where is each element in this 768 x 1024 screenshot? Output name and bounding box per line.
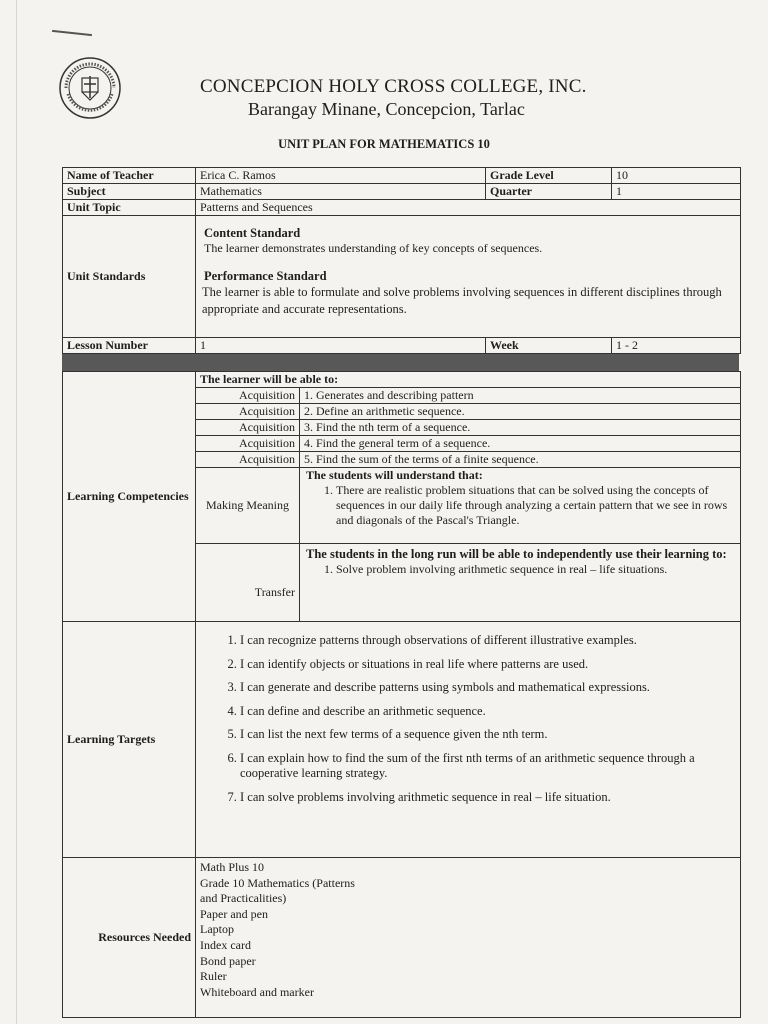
page-edge-line xyxy=(16,0,17,1024)
section-divider-bar xyxy=(62,354,739,371)
topic-label: Unit Topic xyxy=(63,200,196,216)
college-address: Barangay Minane, Concepcion, Tarlac xyxy=(248,99,525,119)
competencies-intro: The learner will be able to: xyxy=(196,372,741,388)
teacher-value: Erica C. Ramos xyxy=(196,168,486,184)
performance-standard-heading: Performance Standard xyxy=(204,269,327,283)
acquisition-label-4: Acquisition xyxy=(196,436,300,452)
target-item-4: 4. I can define and describe an arithmetic sequence. xyxy=(240,704,740,719)
resources-list xyxy=(200,860,355,1000)
grade-label: Grade Level xyxy=(486,168,612,184)
target-item-1: 1. I can recognize patterns through observations of different illustrative examples. xyxy=(240,633,740,648)
transfer-heading: The students in the long run will be able to independently use their learning to: xyxy=(306,547,727,561)
making-meaning-item-1: 1. There are realistic problem situations that can be solved using the concepts of sequences in our daily life through analyzing a certain pattern that we see in rows and diagonals of the Pascal's Triangle. xyxy=(336,483,734,528)
college-seal-icon xyxy=(58,56,122,120)
teacher-label: Name of Teacher xyxy=(63,168,196,184)
target-item-3: 3. I can generate and describe patterns using symbols and mathematical expressions. xyxy=(240,680,740,695)
transfer-item-1: 1. Solve problem involving arithmetic sequence in real – life situations. xyxy=(336,562,734,577)
college-name: CONCEPCION HOLY CROSS COLLEGE, INC. xyxy=(200,76,587,97)
topic-value: Patterns and Sequences xyxy=(196,200,741,216)
quarter-value: 1 xyxy=(612,184,741,200)
target-item-6: 6. I can explain how to find the sum of the first nth terms of an arithmetic sequence through a cooperative learning strategy. xyxy=(240,751,740,781)
performance-standard-text: The learner is able to formulate and solve problems involving sequences in different disciplines through appropriate and accurate representations. xyxy=(202,285,722,316)
week-label: Week xyxy=(486,338,612,354)
resource-item-4: Paper and pen xyxy=(200,906,268,921)
plan-title: UNIT PLAN FOR MATHEMATICS 10 xyxy=(278,137,490,151)
letterhead xyxy=(200,76,720,120)
acquisition-item-4: 4. Find the general term of a sequence. xyxy=(300,436,741,452)
resource-item-8: Ruler xyxy=(200,969,227,984)
acquisition-label-1: Acquisition xyxy=(196,388,300,404)
making-meaning-label: Making Meaning xyxy=(196,468,300,544)
making-meaning-heading: The students will understand that: xyxy=(306,468,483,482)
competencies-label: Learning Competencies xyxy=(63,372,196,622)
transfer-cell xyxy=(300,544,741,622)
making-meaning-list xyxy=(306,483,734,528)
acquisition-item-2: 2. Define an arithmetic sequence. xyxy=(300,404,741,420)
pen-mark xyxy=(52,30,92,36)
resource-item-7: Bond paper xyxy=(200,953,256,968)
quarter-label: Quarter xyxy=(486,184,612,200)
lesson-number-value: 1 xyxy=(196,338,486,354)
info-table xyxy=(62,167,741,354)
resources-label: Resources Needed xyxy=(63,858,196,1018)
resource-item-2: Grade 10 Mathematics (Patterns xyxy=(200,875,355,890)
transfer-list xyxy=(306,562,734,577)
resource-item-9: Whiteboard and marker xyxy=(200,984,314,999)
subject-label: Subject xyxy=(63,184,196,200)
target-item-7: 7. I can solve problems involving arithmetic sequence in real – life situation. xyxy=(240,790,740,805)
content-standard-text: The learner demonstrates understanding of key concepts of sequences. xyxy=(204,241,543,255)
standards-label: Unit Standards xyxy=(63,216,196,338)
standards-cell xyxy=(196,216,741,338)
resource-item-3: and Practicalities) xyxy=(200,891,287,906)
acquisition-item-5: 5. Find the sum of the terms of a finite sequence. xyxy=(300,452,741,468)
acquisition-label-2: Acquisition xyxy=(196,404,300,420)
resource-item-5: Laptop xyxy=(200,922,234,937)
acquisition-label-3: Acquisition xyxy=(196,420,300,436)
acquisition-item-1: 1. Generates and describing pattern xyxy=(300,388,741,404)
target-item-2: 2. I can identify objects or situations in real life where patterns are used. xyxy=(240,657,740,672)
acquisition-label-5: Acquisition xyxy=(196,452,300,468)
targets-label: Learning Targets xyxy=(63,622,196,858)
lesson-number-label: Lesson Number xyxy=(63,338,196,354)
acquisition-item-3: 3. Find the nth term of a sequence. xyxy=(300,420,741,436)
making-meaning-cell xyxy=(300,468,741,544)
resource-item-1: Math Plus 10 xyxy=(200,860,265,874)
grade-value: 10 xyxy=(612,168,741,184)
resource-item-6: Index card xyxy=(200,937,251,952)
week-value: 1 - 2 xyxy=(612,338,741,354)
target-item-5: 5. I can list the next few terms of a sequence given the nth term. xyxy=(240,727,740,742)
subject-value: Mathematics xyxy=(196,184,486,200)
content-standard-heading: Content Standard xyxy=(204,226,301,240)
transfer-label: Transfer xyxy=(196,544,300,622)
learning-targets-list xyxy=(200,633,740,813)
